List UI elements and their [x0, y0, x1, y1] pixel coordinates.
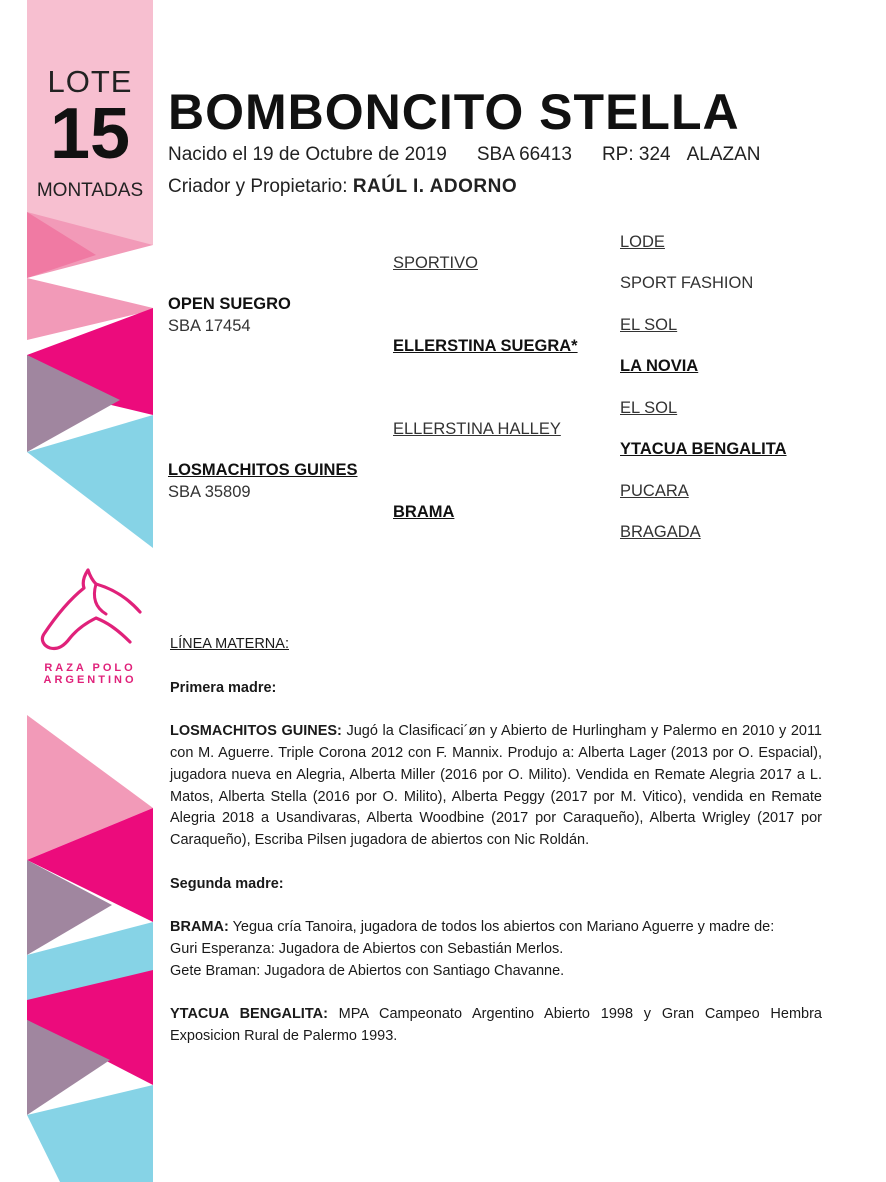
- first-mother-label: Primera madre:: [170, 679, 277, 696]
- ytacua-paragraph: [170, 1004, 822, 1047]
- gg-link-5[interactable]: EL SOL: [620, 399, 678, 417]
- dam-sire-link[interactable]: ELLERSTINA HALLEY: [393, 420, 561, 438]
- breeder-label: Criador y Propietario:: [168, 176, 348, 197]
- lot-badge: [27, 0, 153, 255]
- birth-date: Nacido el 19 de Octubre de 2019: [168, 144, 447, 165]
- gg-link-3[interactable]: EL SOL: [620, 316, 678, 334]
- sire-name: OPEN SUEGRO: [168, 295, 291, 313]
- brama-text: Yegua cría Tanoira, jugadora de todos los abiertos con Mariano Aguerre y madre de:: [228, 919, 775, 936]
- sire-dam-link[interactable]: ELLERSTINA SUEGRA*: [393, 337, 578, 355]
- second-mother-label: Segunda madre:: [170, 875, 284, 892]
- gg-link-6[interactable]: YTACUA BENGALITA: [620, 440, 787, 458]
- rp-number: RP: 324: [601, 144, 671, 165]
- brama-offspring-2: Gete Braman: Jugadora de Abiertos con Santiago Chavanne.: [170, 962, 565, 979]
- gg-link-4[interactable]: LA NOVIA: [620, 357, 699, 375]
- lot-sublabel: MONTADAS: [36, 180, 144, 201]
- gg-text-2: SPORT FASHION: [620, 274, 754, 292]
- lot-number: 15: [49, 94, 131, 174]
- horse-head-icon: [30, 562, 150, 657]
- horse-name: BOMBONCITO STELLA: [168, 84, 740, 140]
- sire-sba: SBA 17454: [168, 317, 251, 335]
- brama-offspring-1: Guri Esperanza: Jugadora de Abiertos con Sebastián Merlos.: [170, 941, 564, 958]
- maternal-section: [170, 634, 822, 1048]
- first-mother-text: Jugó la Clasificaci´øn y Abierto de Hurlingham y Palermo en 2010 y 2011 con M. Aguerre. Triple Corona 2012 con F. Mannix. Produjo a: Alberta Lager (2013 por O. Espacial), jugadora nueva en Alegria, Alberta Miller (2016 por O. Milito). Vendida en Remate Alegria 2017 a L. Matos, Alberta Stella (2016 por O. Milito), Alberta Peggy (2017 por M. Vitico), vendida en Remate Alegria 2018 a Usandivaras, Alberta Woodbine (2017 por Caraqueño), Alberta Wrigley (2017 por Caraqueño), Escriba Pilsen jugadora de abiertos con Nic Roldán.: [170, 723, 822, 848]
- lot-label: LOTE: [47, 64, 133, 99]
- brama-paragraph: [170, 917, 822, 939]
- dam-dam-link[interactable]: BRAMA: [393, 503, 455, 521]
- breeder-name: RAÚL I. ADORNO: [352, 176, 518, 197]
- gg-link-7[interactable]: PUCARA: [620, 482, 689, 500]
- maternal-heading[interactable]: LÍNEA MATERNA:: [170, 636, 289, 652]
- sba-number: SBA 66413: [476, 144, 572, 165]
- horse-info: [168, 144, 761, 166]
- ytacua-name: YTACUA BENGALITA:: [170, 1006, 328, 1023]
- logo-text-line1: RAZA POLO: [44, 662, 136, 674]
- dam-name[interactable]: LOSMACHITOS GUINES: [168, 461, 358, 479]
- first-mother-name: LOSMACHITOS GUINES:: [170, 723, 342, 740]
- dam-sba: SBA 35809: [168, 483, 251, 501]
- logo-text-line2: ARGENTINO: [43, 674, 137, 686]
- brama-name: BRAMA:: [170, 919, 229, 936]
- gg-link-1[interactable]: LODE: [620, 233, 665, 251]
- first-mother-paragraph: [170, 721, 822, 851]
- ytacua-text: MPA Campeonato Argentino Abierto 1998 y Gran Campeo Hembra Exposicion Rural de Palermo 1993.: [170, 1006, 822, 1045]
- gg-link-8[interactable]: BRAGADA: [620, 523, 701, 541]
- breeder-line: [168, 176, 517, 198]
- raza-polo-logo: [30, 562, 150, 692]
- coat-color: ALAZAN: [686, 144, 761, 165]
- sire-sire-link[interactable]: SPORTIVO: [393, 254, 478, 272]
